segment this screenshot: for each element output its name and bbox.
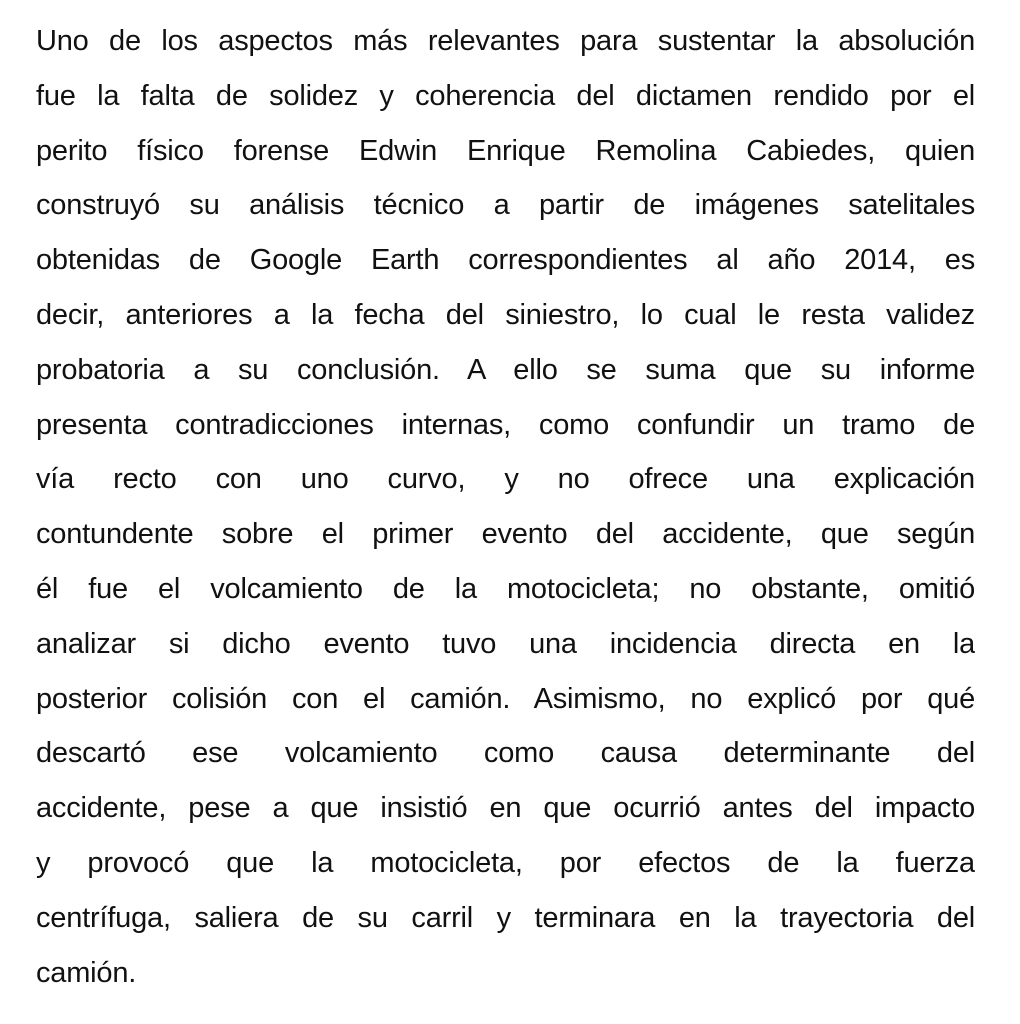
paragraph-line: accidente, pese a que insistió en que ocurrió antes del impacto xyxy=(36,792,975,825)
paragraph-line: centrífuga, saliera de su carril y terminara en la trayectoria del xyxy=(36,901,975,934)
paragraph-line: contundente sobre el primer evento del accidente, que según xyxy=(36,518,975,551)
paragraph-line: y provocó que la motocicleta, por efectos de la fuerza xyxy=(36,846,975,879)
paragraph-line: descartó ese volcamiento como causa determinante del xyxy=(36,737,975,770)
paragraph-line: analizar si dicho evento tuvo una incidencia directa en la xyxy=(36,627,975,660)
paragraph-line: perito físico forense Edwin Enrique Remolina Cabiedes, quien xyxy=(36,134,975,167)
paragraph-line: probatoria a su conclusión. A ello se suma que su informe xyxy=(36,353,975,386)
paragraph-line: construyó su análisis técnico a partir de imágenes satelitales xyxy=(36,189,975,222)
paragraph-line: Uno de los aspectos más relevantes para sustentar la absolución xyxy=(36,25,975,57)
document-page xyxy=(36,14,975,1000)
paragraph-line: fue la falta de solidez y coherencia del dictamen rendido por el xyxy=(36,79,975,112)
paragraph-line: vía recto con uno curvo, y no ofrece una explicación xyxy=(36,463,975,496)
paragraph-line: él fue el volcamiento de la motocicleta; no obstante, omitió xyxy=(36,572,975,605)
paragraph-line-last: camión. xyxy=(36,956,137,989)
paragraph-line: posterior colisión con el camión. Asimismo, no explicó por qué xyxy=(36,682,975,715)
paragraph-line: obtenidas de Google Earth correspondientes al año 2014, es xyxy=(36,244,975,277)
paragraph-line: presenta contradicciones internas, como confundir un tramo de xyxy=(36,408,975,441)
body-paragraph xyxy=(36,14,975,1000)
paragraph-line: decir, anteriores a la fecha del siniestro, lo cual le resta validez xyxy=(36,298,975,331)
